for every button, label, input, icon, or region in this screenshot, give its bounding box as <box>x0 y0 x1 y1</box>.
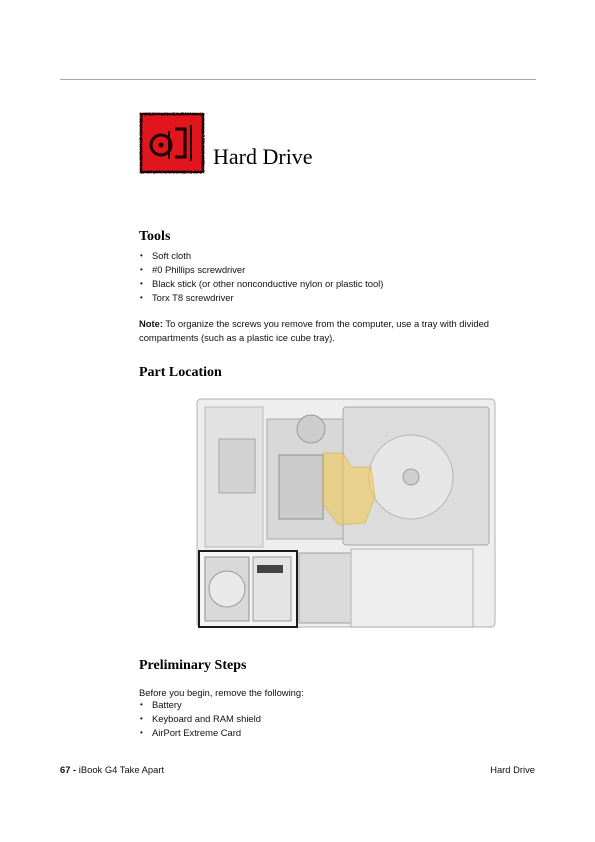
part-location-heading: Part Location <box>139 365 222 380</box>
list-item: • Soft cloth <box>139 249 383 263</box>
preliminary-intro: Before you begin, remove the following: <box>139 687 304 698</box>
page-number: 67 <box>60 764 71 775</box>
list-item: • #0 Phillips screwdriver <box>139 263 383 277</box>
list-item: • AirPort Extreme Card <box>139 726 261 740</box>
tools-heading: Tools <box>139 229 171 244</box>
list-item: • Black stick (or other nonconductive nylon or plastic tool) <box>139 277 383 291</box>
note-paragraph <box>139 317 539 345</box>
note-label: Note: <box>139 318 163 329</box>
list-item: • Keyboard and RAM shield <box>139 712 261 726</box>
footer-section: Hard Drive <box>490 764 535 775</box>
footer-separator: - <box>70 764 79 775</box>
tools-list <box>139 249 383 305</box>
preliminary-list <box>139 698 261 740</box>
note-text: To organize the screws you remove from the computer, use a tray with divided compartments (such as a plastic ice cube tray). <box>139 318 489 343</box>
list-item: • Torx T8 screwdriver <box>139 291 383 305</box>
hard-drive-red-icon <box>139 111 207 175</box>
footer-left <box>60 764 164 776</box>
page-title: Hard Drive <box>213 144 313 169</box>
header-rule <box>60 79 536 80</box>
ibook-internal-photo <box>193 393 499 630</box>
document-title: iBook G4 Take Apart <box>78 764 165 775</box>
preliminary-steps-heading: Preliminary Steps <box>139 658 247 673</box>
list-item: • Battery <box>139 698 261 712</box>
